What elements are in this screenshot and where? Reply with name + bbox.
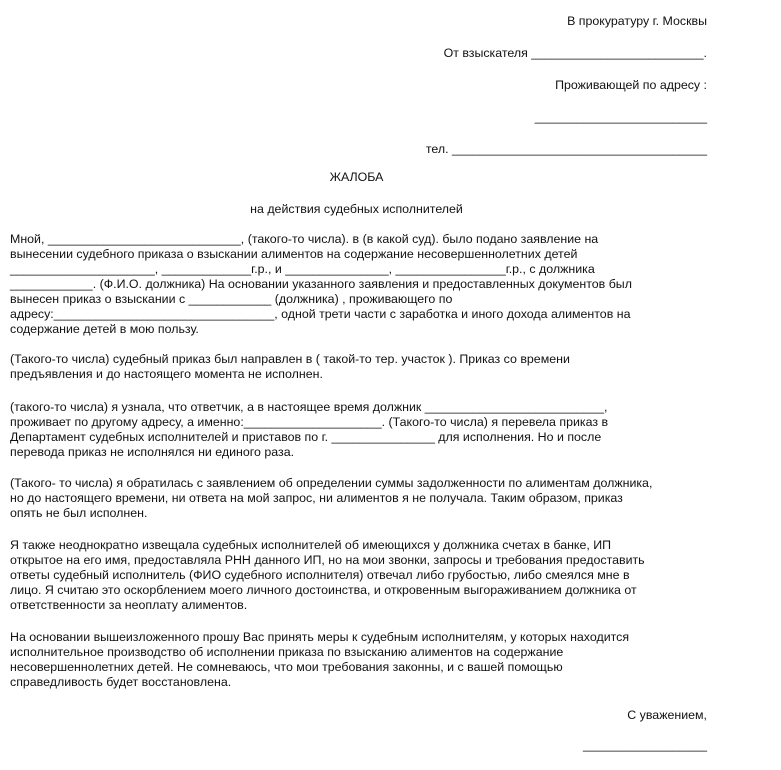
closing-regards: С уважением, [627,708,707,722]
paragraph-line: опять не был исполнен. [10,506,148,520]
paragraph-line: ____________. (Ф.И.О. должника) На основании указанного заявления и предоставленных документов был [10,277,632,291]
signature-blank: __________________ [582,738,707,752]
paragraph-line: ответы судебный исполнитель (ФИО судебного исполнителя) отвечал либо грубостью, либо смеялся мне в [10,568,630,582]
paragraph-line: несовершеннолетних детей. Не сомневаюсь, что мои требования законны, и с вашей помощью [10,660,563,674]
paragraph-line: содержание детей в мою пользу. [10,322,199,336]
paragraph-line: вынесен приказ о взыскании с ____________ (должника) , проживающего по [10,292,453,306]
paragraph-line: проживает по другому адресу, а именно:____________________. (Такого-то числа) я перевела приказ в [10,415,609,429]
paragraph-line: открытое на его имя, предоставляла РНН данного ИП, но на мои звонки, запросы и требования предоставить [10,553,645,567]
addressee-line: В прокуратуру г. Москвы [567,14,707,28]
paragraph-line: справедливость будет восстановлена. [10,675,232,689]
paragraph-line: Департамент судебных исполнителей и приставов по г. _______________ для исполнения. Но и после [10,430,602,444]
address-label: Проживающей по адресу : [555,78,707,92]
document-subtitle: на действия судебных исполнителей [250,202,463,216]
paragraph-line: исполнительное производство об исполнении приказа по взысканию алиментов на содержание [10,645,564,659]
document-title: ЖАЛОБА [329,170,384,184]
paragraph-line: (Такого-то числа) судебный приказ был направлен в ( такой-то тер. участок ). Приказ со времени [10,352,570,366]
paragraph-line: (такого-то числа) я узнала, что ответчик, а в настоящее время должник __________________________, [10,400,608,414]
paragraph-line: предъявления и до настоящего момента не исполнен. [10,367,323,381]
paragraph-line: адресу:________________________________, одной трети части с заработка и иного дохода алиментов на [10,307,631,321]
paragraph-line: перевода приказ не исполнялся ни единого раза. [10,445,295,459]
paragraph-line: Я также неоднократно извещала судебных исполнителей об имеющихся у должника счетах в банке, ИП [10,538,612,552]
paragraph-line: Мной, ____________________________, (такого-то числа). в (в какой суд). было подано заявление на [10,232,599,246]
address-blank: _________________________ [534,110,707,124]
paragraph-line: лицо. Я считаю это оскорблением моего личного достоинства, и откровенным выгораживанием должника от [10,583,637,597]
paragraph-line: но до настоящего времени, ни ответа на мой запрос, ни алиментов я не получала. Таким образом, приказ [10,491,623,505]
paragraph-line: На основании вышеизложенного прошу Вас принять меры к судебным исполнителям, у которых находится [10,630,630,644]
phone-line: тел. _____________________________________ [425,142,707,156]
paragraph-line: (Такого- то числа) я обратилась с заявлением об определении суммы задолженности по алиментам должника, [10,476,653,490]
paragraph-line: _____________________, _____________г.р., и _______________, ________________г.р., с должника [10,262,595,276]
paragraph-line: вынесении судебного приказа о взыскании алиментов на содержание несовершеннолетних детей [10,247,578,261]
paragraph-line: ответственности за неоплату алиментов. [10,598,248,612]
sender-line: От взыскателя _________________________. [443,46,707,60]
